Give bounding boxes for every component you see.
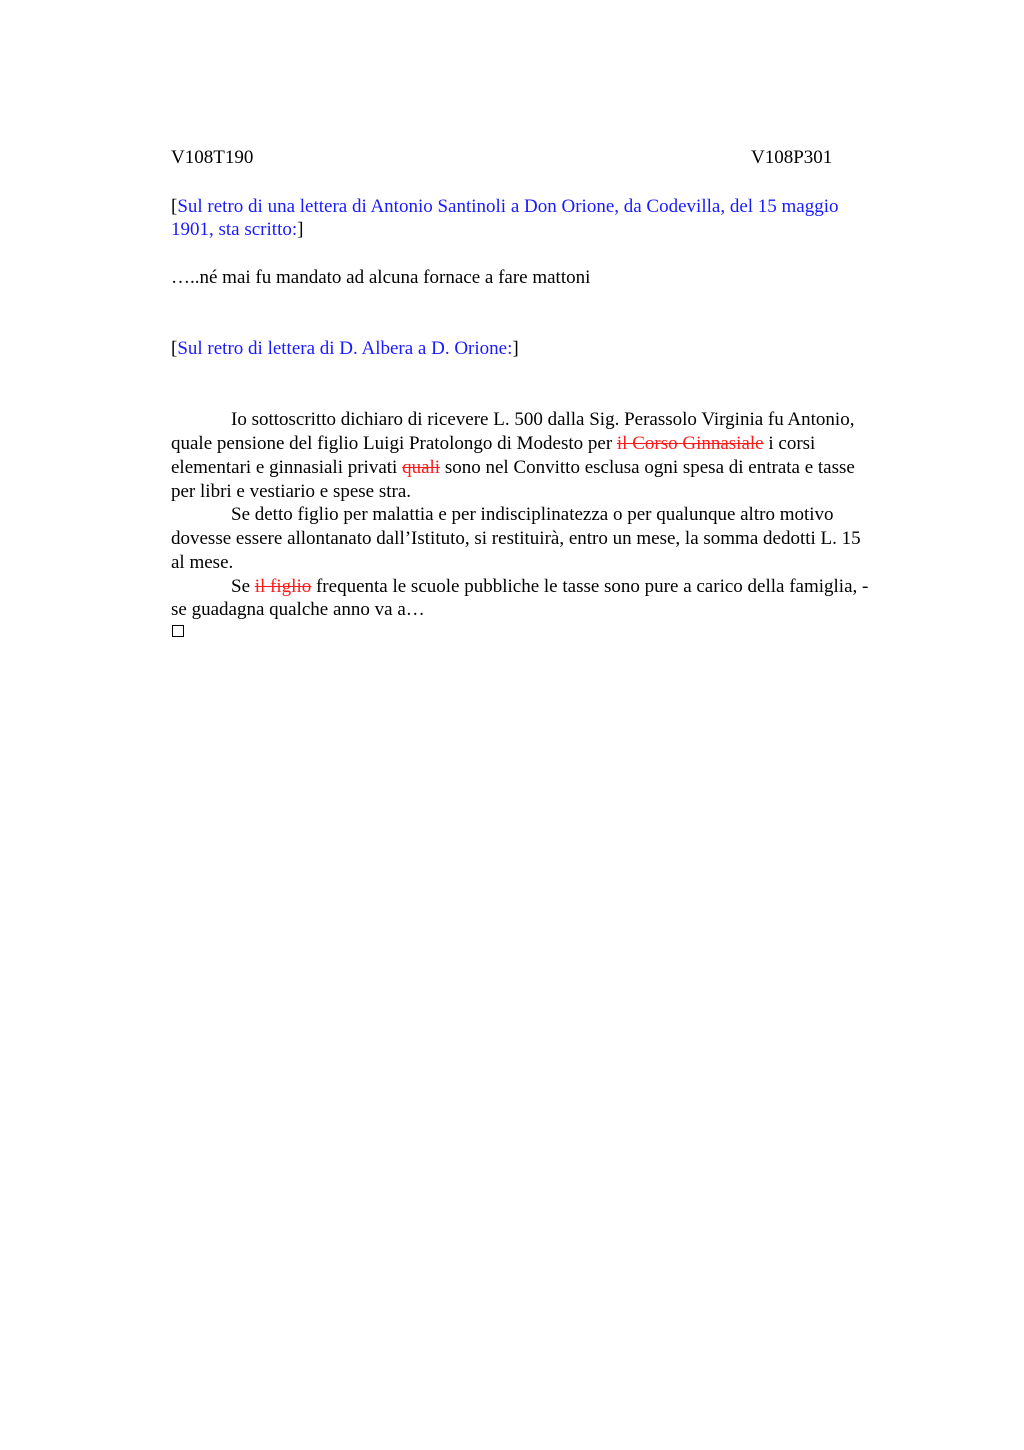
editorial-note-1-line-1 xyxy=(171,195,839,219)
editorial-note-1-line-2 xyxy=(171,218,303,242)
header-right-code: V108P301 xyxy=(751,147,833,168)
text-run: i corsi xyxy=(763,433,816,454)
paragraph-2-line-1: Se detto figlio per malattia e per indisciplinatezza o per qualunque altro motivo xyxy=(231,504,834,525)
editorial-note-text: Sul retro di lettera di D. Albera a D. Orione: xyxy=(177,338,513,359)
text-run: frequenta le scuole pubbliche le tasse sono pure a carico della famiglia, - xyxy=(311,576,869,597)
deleted-text: il Corso Ginnasiale xyxy=(616,433,764,454)
editorial-note-text: 1901, sta scritto: xyxy=(171,219,298,240)
empty-box-glyph xyxy=(172,625,184,637)
editorial-note-2 xyxy=(171,337,519,361)
paragraph-3-line-2: se guadagna qualche anno va a… xyxy=(171,599,425,620)
editorial-note-text: Sul retro di una lettera di Antonio Santinoli a Don Orione, da Codevilla, del 15 maggio xyxy=(177,196,839,217)
deleted-text: il figlio xyxy=(254,576,312,597)
bracket-close: ] xyxy=(512,338,519,359)
paragraph-1-line-4: per libri e vestiario e spese stra. xyxy=(171,481,412,502)
fragment-text: …..né mai fu mandato ad alcuna fornace a fare mattoni xyxy=(171,267,591,288)
header-left-code: V108T190 xyxy=(171,147,254,168)
text-run: sono nel Convitto esclusa ogni spesa di entrata e tasse xyxy=(440,457,855,478)
paragraph-2-line-3: al mese. xyxy=(171,552,234,573)
text-run: elementari e ginnasiali privati xyxy=(171,457,403,478)
paragraph-3-line-1 xyxy=(231,575,868,599)
paragraph-1-line-2 xyxy=(171,432,815,456)
bracket-close: ] xyxy=(297,219,304,240)
paragraph-1-line-3 xyxy=(171,456,855,480)
paragraph-1-line-1: Io sottoscritto dichiaro di ricevere L. 500 dalla Sig. Perassolo Virginia fu Antonio, xyxy=(231,409,855,430)
deleted-text: quali xyxy=(402,457,441,478)
bracket-open: [ xyxy=(171,338,178,359)
text-run: Se xyxy=(231,576,255,597)
bracket-open: [ xyxy=(171,196,178,217)
text-run: quale pensione del figlio Luigi Pratolongo di Modesto per xyxy=(171,433,617,454)
paragraph-2-line-2: dovesse essere allontanato dall’Istituto, si restituirà, entro un mese, la somma dedotti L. 15 xyxy=(171,528,861,549)
